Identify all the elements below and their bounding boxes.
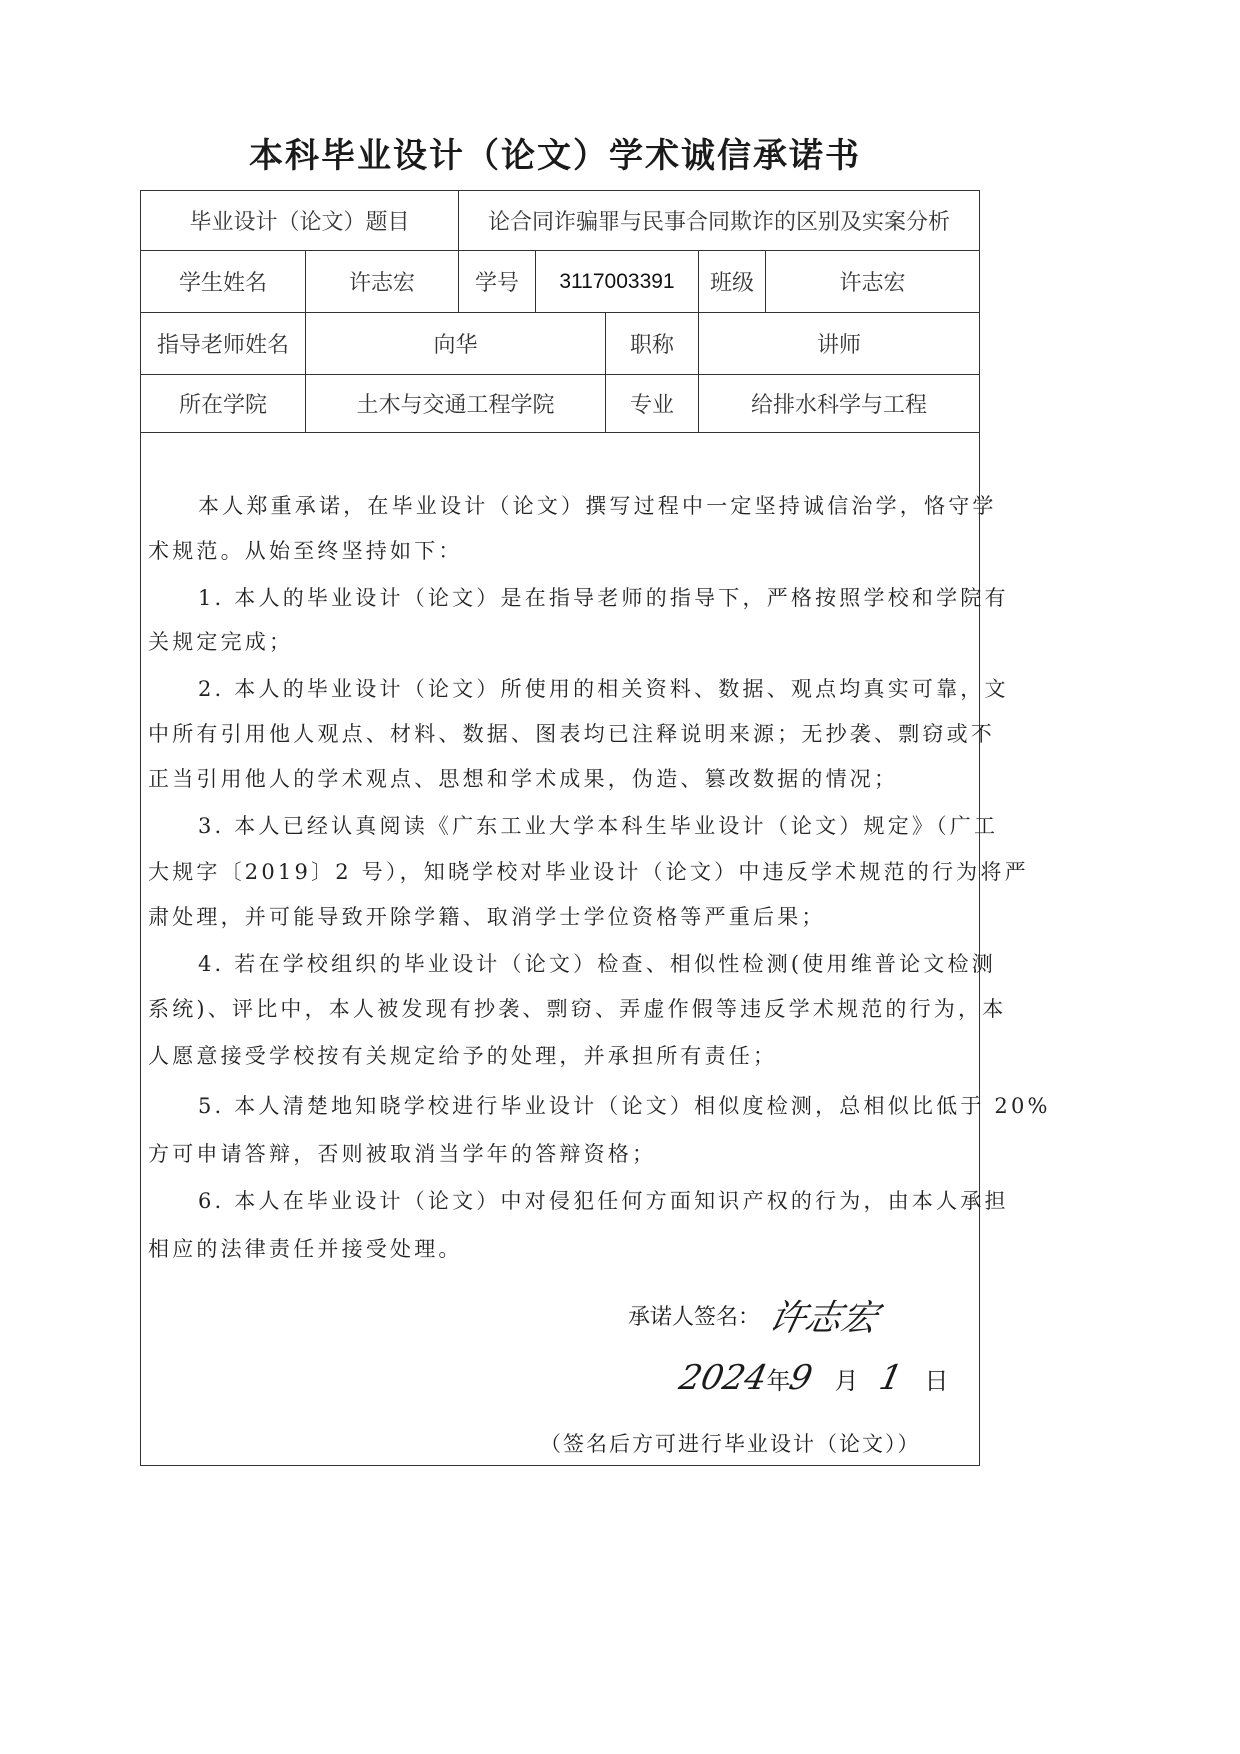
paragraph-line: 正当引用他人的学术观点、思想和学术成果，伪造、篡改数据的情况； [148,767,899,791]
month-value: 9 [785,1358,816,1398]
signature-note: （签名后方可进行毕业设计（论文）） [540,1432,921,1456]
paragraph-line: 人愿意接受学校按有关规定给予的处理，并承担所有责任； [148,1044,778,1068]
year-unit: 年 [766,1367,791,1395]
college-label: 所在学院 [140,374,306,433]
advisor-value: 向华 [305,312,606,375]
major-value: 给排水科学与工程 [698,374,980,433]
year-value: 2024 [675,1358,771,1398]
paragraph-line: 本人郑重承诺，在毕业设计（论文）撰写过程中一定坚持诚信治学，恪守学 [198,494,997,518]
handwritten-signature: 许志宏 [765,1298,882,1339]
major-label: 专业 [605,374,699,433]
paragraph-line: 肃处理，并可能导致开除学籍、取消学士学位资格等严重后果； [148,905,826,929]
class-label: 班级 [698,250,766,313]
college-value: 土木与交通工程学院 [305,374,606,433]
advisor-label: 指导老师姓名 [140,312,306,375]
date-year [675,1358,791,1398]
day-value: 1 [875,1358,906,1398]
month-unit: 月 [834,1367,859,1395]
signature-label: 承诺人签名： [628,1305,761,1330]
paragraph-line: 系统)、评比中，本人被发现有抄袭、剽窃、弄虚作假等违反学术规范的行为，本 [148,997,1007,1021]
paragraph-line: 中所有引用他人观点、材料、数据、图表均已注释说明来源；无抄袭、剽窃或不 [148,722,995,746]
date-day [875,1358,949,1398]
student-name-value: 许志宏 [305,250,459,313]
paragraph-line: 大规字〔2019〕2 号），知晓学校对毕业设计（论文）中违反学术规范的行为将严 [148,860,1029,884]
paragraph-line: 术规范。从始至终坚持如下： [148,539,463,563]
paragraph-line: 3. 本人已经认真阅读《广东工业大学本科生毕业设计（论文）规定》（广工 [198,814,999,838]
paragraph-line: 4. 若在学校组织的毕业设计（论文）检查、相似性检测(使用维普论文检测 [198,952,996,976]
date-month [785,1358,859,1398]
document-title: 本科毕业设计（论文）学术诚信承诺书 [249,136,861,176]
paragraph-line: 1. 本人的毕业设计（论文）是在指导老师的指导下，严格按照学校和学院有 [198,586,1009,610]
rank-value: 讲师 [698,312,980,375]
student-id-value: 3117003391 [535,250,699,313]
class-value: 许志宏 [765,250,980,313]
paragraph-line: 相应的法律责任并接受处理。 [148,1237,463,1261]
student-name-label: 学生姓名 [140,250,306,313]
paragraph-line: 5. 本人清楚地知晓学校进行毕业设计（论文）相似度检测，总相似比低于 20% [198,1094,1051,1118]
paragraph-line: 关规定完成； [148,630,294,654]
topic-value: 论合同诈骗罪与民事合同欺诈的区别及实案分析 [458,190,980,251]
paragraph-line: 方可申请答辩，否则被取消当学年的答辩资格； [148,1142,657,1166]
rank-label: 职称 [605,312,699,375]
paragraph-line: 2. 本人的毕业设计（论文）所使用的相关资料、数据、观点均真实可靠，文 [198,677,1009,701]
topic-label: 毕业设计（论文）题目 [140,190,459,251]
student-id-label: 学号 [458,250,536,313]
day-unit: 日 [924,1367,949,1395]
paragraph-line: 6. 本人在毕业设计（论文）中对侵犯任何方面知识产权的行为，由本人承担 [198,1189,1009,1213]
